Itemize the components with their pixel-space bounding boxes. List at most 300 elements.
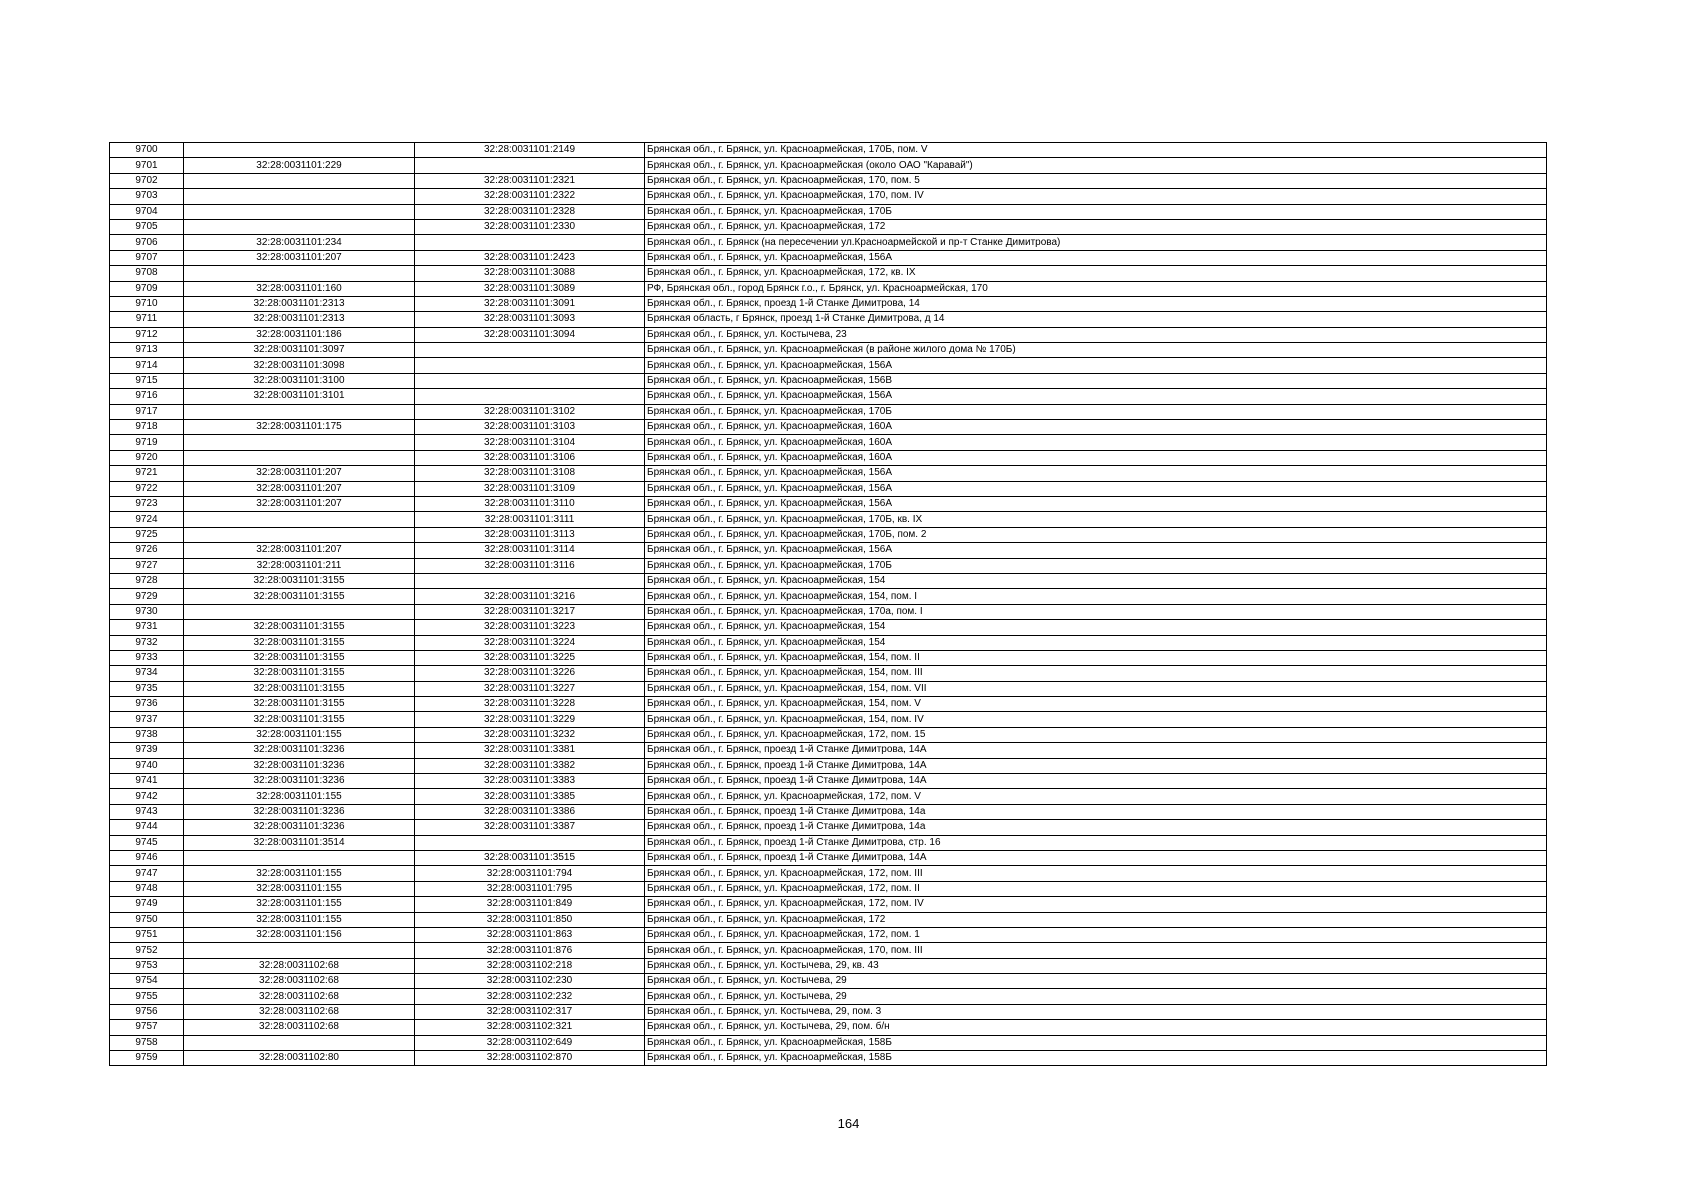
table-row	[110, 589, 1547, 604]
row-number-cell: 9752	[110, 943, 184, 958]
address-cell: Брянская обл., г. Брянск, проезд 1-й Станке Димитрова, 14А	[645, 774, 1547, 789]
row-number-cell: 9723	[110, 496, 184, 511]
object-number-cell: 32:28:0031101:3216	[415, 589, 645, 604]
table-row	[110, 697, 1547, 712]
address-cell: Брянская обл., г. Брянск, ул. Красноармейская, 154, пом. IV	[645, 712, 1547, 727]
object-number-cell	[415, 158, 645, 173]
address-cell: Брянская обл., г. Брянск, проезд 1-й Станке Димитрова, 14а	[645, 804, 1547, 819]
row-number-cell: 9741	[110, 774, 184, 789]
address-cell: Брянская обл., г. Брянск, ул. Красноармейская, 172	[645, 219, 1547, 234]
row-number-cell: 9718	[110, 420, 184, 435]
parcel-number-cell: 32:28:0031101:155	[184, 881, 415, 896]
table-row	[110, 881, 1547, 896]
table-row	[110, 189, 1547, 204]
address-cell: Брянская обл., г. Брянск, ул. Красноармейская, 170Б, кв. IX	[645, 512, 1547, 527]
object-number-cell: 32:28:0031101:3091	[415, 296, 645, 311]
address-cell: Брянская обл., г. Брянск, ул. Красноармейская (около ОАО "Каравай")	[645, 158, 1547, 173]
table-row	[110, 158, 1547, 173]
parcel-number-cell	[184, 512, 415, 527]
object-number-cell: 32:28:0031101:2328	[415, 204, 645, 219]
object-number-cell: 32:28:0031101:3094	[415, 327, 645, 342]
row-number-cell: 9730	[110, 604, 184, 619]
address-cell: Брянская обл., г. Брянск, ул. Красноармейская, 160А	[645, 450, 1547, 465]
row-number-cell: 9740	[110, 758, 184, 773]
address-cell: Брянская обл., г. Брянск, ул. Костычева, 29	[645, 974, 1547, 989]
address-cell: Брянская обл., г. Брянск, проезд 1-й Станке Димитрова, 14А	[645, 758, 1547, 773]
object-number-cell: 32:28:0031101:2149	[415, 143, 645, 158]
table-row	[110, 1004, 1547, 1019]
address-cell: Брянская обл., г. Брянск, ул. Красноармейская, 154	[645, 635, 1547, 650]
address-cell: Брянская область, г Брянск, проезд 1-й Станке Димитрова, д 14	[645, 312, 1547, 327]
object-number-cell	[415, 343, 645, 358]
row-number-cell: 9748	[110, 881, 184, 896]
table-row	[110, 512, 1547, 527]
table-row	[110, 327, 1547, 342]
parcel-number-cell: 32:28:0031101:3514	[184, 835, 415, 850]
parcel-number-cell: 32:28:0031101:3155	[184, 666, 415, 681]
address-cell: Брянская обл., г. Брянск, ул. Красноармейская, 154, пом. V	[645, 697, 1547, 712]
table-row	[110, 743, 1547, 758]
object-number-cell: 32:28:0031101:3113	[415, 527, 645, 542]
table-row	[110, 897, 1547, 912]
table-row	[110, 420, 1547, 435]
object-number-cell: 32:28:0031101:3114	[415, 543, 645, 558]
address-cell: Брянская обл., г. Брянск, ул. Красноармейская, 160А	[645, 420, 1547, 435]
object-number-cell: 32:28:0031102:321	[415, 1020, 645, 1035]
page-number: 164	[837, 1116, 860, 1131]
object-number-cell: 32:28:0031102:649	[415, 1035, 645, 1050]
table-row	[110, 543, 1547, 558]
table-row	[110, 789, 1547, 804]
row-number-cell: 9722	[110, 481, 184, 496]
row-number-cell: 9704	[110, 204, 184, 219]
address-cell: Брянская обл., г. Брянск, ул. Красноармейская, 156В	[645, 373, 1547, 388]
table-row	[110, 758, 1547, 773]
address-cell: Брянская обл., г. Брянск, ул. Костычева, 29	[645, 989, 1547, 1004]
table-row	[110, 943, 1547, 958]
table-row	[110, 712, 1547, 727]
table-row	[110, 389, 1547, 404]
object-number-cell: 32:28:0031102:317	[415, 1004, 645, 1019]
address-cell: Брянская обл., г. Брянск, проезд 1-й Станке Димитрова, 14А	[645, 850, 1547, 865]
address-cell: Брянская обл., г. Брянск, ул. Красноармейская, 156А	[645, 496, 1547, 511]
address-cell: Брянская обл., г. Брянск, ул. Красноармейская, 170Б, пом. V	[645, 143, 1547, 158]
object-number-cell: 32:28:0031101:3382	[415, 758, 645, 773]
object-number-cell: 32:28:0031101:3108	[415, 466, 645, 481]
object-number-cell: 32:28:0031101:794	[415, 866, 645, 881]
row-number-cell: 9711	[110, 312, 184, 327]
parcel-number-cell: 32:28:0031101:3155	[184, 681, 415, 696]
address-cell: Брянская обл., г. Брянск, ул. Красноармейская, 156А	[645, 481, 1547, 496]
parcel-number-cell	[184, 266, 415, 281]
parcel-number-cell: 32:28:0031101:3236	[184, 774, 415, 789]
row-number-cell: 9706	[110, 235, 184, 250]
address-cell: Брянская обл., г. Брянск, ул. Красноармейская, 154, пом. III	[645, 666, 1547, 681]
address-cell: Брянская обл., г. Брянск, ул. Костычева, 29, пом. б/н	[645, 1020, 1547, 1035]
object-number-cell: 32:28:0031102:218	[415, 958, 645, 973]
row-number-cell: 9716	[110, 389, 184, 404]
address-cell: Брянская обл., г. Брянск, ул. Красноармейская, 172, пом. V	[645, 789, 1547, 804]
address-cell: Брянская обл., г. Брянск, ул. Красноармейская, 170Б	[645, 404, 1547, 419]
object-number-cell: 32:28:0031101:876	[415, 943, 645, 958]
table-row	[110, 204, 1547, 219]
object-number-cell: 32:28:0031101:3102	[415, 404, 645, 419]
object-number-cell: 32:28:0031102:230	[415, 974, 645, 989]
parcel-number-cell: 32:28:0031101:211	[184, 558, 415, 573]
address-cell: Брянская обл., г. Брянск, ул. Красноармейская, 170, пом. IV	[645, 189, 1547, 204]
row-number-cell: 9728	[110, 573, 184, 588]
parcel-number-cell: 32:28:0031101:3236	[184, 804, 415, 819]
parcel-number-cell: 32:28:0031102:68	[184, 958, 415, 973]
address-cell: Брянская обл., г. Брянск, ул. Красноармейская, 158Б	[645, 1035, 1547, 1050]
address-cell: Брянская обл., г. Брянск, ул. Красноармейская, 172, кв. IX	[645, 266, 1547, 281]
table-row	[110, 989, 1547, 1004]
table-row	[110, 573, 1547, 588]
address-cell: Брянская обл., г. Брянск, ул. Красноармейская, 170, пом. III	[645, 943, 1547, 958]
row-number-cell: 9754	[110, 974, 184, 989]
parcel-number-cell	[184, 850, 415, 865]
row-number-cell: 9755	[110, 989, 184, 1004]
object-number-cell: 32:28:0031101:3381	[415, 743, 645, 758]
object-number-cell: 32:28:0031101:3089	[415, 281, 645, 296]
parcel-number-cell	[184, 173, 415, 188]
object-number-cell: 32:28:0031101:2321	[415, 173, 645, 188]
address-cell: Брянская обл., г. Брянск, ул. Красноармейская, 156А	[645, 250, 1547, 265]
address-cell: Брянская обл., г. Брянск, проезд 1-й Станке Димитрова, стр. 16	[645, 835, 1547, 850]
table-row	[110, 804, 1547, 819]
parcel-number-cell: 32:28:0031101:3100	[184, 373, 415, 388]
object-number-cell	[415, 373, 645, 388]
parcel-number-cell: 32:28:0031101:186	[184, 327, 415, 342]
table-row	[110, 604, 1547, 619]
address-cell: Брянская обл., г. Брянск, ул. Красноармейская, 154	[645, 620, 1547, 635]
table-row	[110, 219, 1547, 234]
table-row	[110, 496, 1547, 511]
table-row	[110, 666, 1547, 681]
table-row	[110, 266, 1547, 281]
object-number-cell: 32:28:0031101:3104	[415, 435, 645, 450]
parcel-number-cell	[184, 450, 415, 465]
object-number-cell	[415, 235, 645, 250]
parcel-number-cell: 32:28:0031102:68	[184, 1020, 415, 1035]
address-cell: Брянская обл., г. Брянск, ул. Красноармейская, 154, пом. I	[645, 589, 1547, 604]
table-row	[110, 1051, 1547, 1066]
object-number-cell: 32:28:0031101:3224	[415, 635, 645, 650]
address-cell: Брянская обл., г. Брянск, ул. Костычева, 29, пом. 3	[645, 1004, 1547, 1019]
table-row	[110, 681, 1547, 696]
address-cell: Брянская обл., г. Брянск, ул. Красноармейская, 156А	[645, 466, 1547, 481]
row-number-cell: 9749	[110, 897, 184, 912]
row-number-cell: 9756	[110, 1004, 184, 1019]
row-number-cell: 9713	[110, 343, 184, 358]
parcel-number-cell: 32:28:0031101:207	[184, 496, 415, 511]
row-number-cell: 9702	[110, 173, 184, 188]
row-number-cell: 9717	[110, 404, 184, 419]
object-number-cell	[415, 835, 645, 850]
parcel-number-cell: 32:28:0031101:3236	[184, 820, 415, 835]
table-row	[110, 296, 1547, 311]
row-number-cell: 9738	[110, 727, 184, 742]
row-number-cell: 9759	[110, 1051, 184, 1066]
row-number-cell: 9758	[110, 1035, 184, 1050]
row-number-cell: 9708	[110, 266, 184, 281]
parcel-number-cell: 32:28:0031101:3155	[184, 712, 415, 727]
parcel-number-cell: 32:28:0031101:3155	[184, 573, 415, 588]
address-cell: Брянская обл., г. Брянск, ул. Красноармейская, 156А	[645, 543, 1547, 558]
table-row	[110, 358, 1547, 373]
address-cell: РФ, Брянская обл., город Брянск г.о., г. Брянск, ул. Красноармейская, 170	[645, 281, 1547, 296]
row-number-cell: 9746	[110, 850, 184, 865]
address-cell: Брянская обл., г. Брянск, ул. Красноармейская, 172	[645, 912, 1547, 927]
row-number-cell: 9750	[110, 912, 184, 927]
parcel-number-cell	[184, 943, 415, 958]
object-number-cell	[415, 389, 645, 404]
table-row	[110, 558, 1547, 573]
object-number-cell: 32:28:0031101:3116	[415, 558, 645, 573]
row-number-cell: 9736	[110, 697, 184, 712]
address-cell: Брянская обл., г. Брянск, ул. Красноармейская, 170Б	[645, 558, 1547, 573]
row-number-cell: 9710	[110, 296, 184, 311]
address-cell: Брянская обл., г. Брянск, ул. Красноармейская (в районе жилого дома № 170Б)	[645, 343, 1547, 358]
address-cell: Брянская обл., г. Брянск, ул. Красноармейская, 172, пом. 15	[645, 727, 1547, 742]
row-number-cell: 9714	[110, 358, 184, 373]
parcel-number-cell: 32:28:0031101:3155	[184, 650, 415, 665]
address-cell: Брянская обл., г. Брянск, ул. Красноармейская, 170, пом. 5	[645, 173, 1547, 188]
address-cell: Брянская обл., г. Брянск, проезд 1-й Станке Димитрова, 14а	[645, 820, 1547, 835]
object-number-cell: 32:28:0031102:232	[415, 989, 645, 1004]
parcel-number-cell: 32:28:0031101:155	[184, 912, 415, 927]
object-number-cell: 32:28:0031101:2423	[415, 250, 645, 265]
table-row	[110, 835, 1547, 850]
row-number-cell: 9742	[110, 789, 184, 804]
row-number-cell: 9735	[110, 681, 184, 696]
table-row	[110, 850, 1547, 865]
parcel-number-cell: 32:28:0031101:3236	[184, 758, 415, 773]
address-cell: Брянская обл., г. Брянск, ул. Костычева, 29, кв. 43	[645, 958, 1547, 973]
object-number-cell	[415, 358, 645, 373]
parcel-number-cell: 32:28:0031101:3155	[184, 589, 415, 604]
parcel-number-cell	[184, 189, 415, 204]
object-number-cell: 32:28:0031101:3387	[415, 820, 645, 835]
parcel-number-cell: 32:28:0031101:155	[184, 897, 415, 912]
parcel-number-cell: 32:28:0031101:175	[184, 420, 415, 435]
parcel-number-cell: 32:28:0031101:156	[184, 927, 415, 942]
address-cell: Брянская обл., г. Брянск, ул. Красноармейская, 170Б	[645, 204, 1547, 219]
table-row	[110, 1020, 1547, 1035]
parcel-number-cell	[184, 404, 415, 419]
table-row	[110, 820, 1547, 835]
parcel-number-cell: 32:28:0031101:207	[184, 250, 415, 265]
row-number-cell: 9726	[110, 543, 184, 558]
row-number-cell: 9707	[110, 250, 184, 265]
table-row	[110, 373, 1547, 388]
parcel-number-cell: 32:28:0031101:155	[184, 789, 415, 804]
object-number-cell: 32:28:0031101:3223	[415, 620, 645, 635]
table-row	[110, 143, 1547, 158]
address-cell: Брянская обл., г. Брянск, проезд 1-й Станке Димитрова, 14А	[645, 743, 1547, 758]
object-number-cell: 32:28:0031101:850	[415, 912, 645, 927]
table-row	[110, 635, 1547, 650]
table-row	[110, 466, 1547, 481]
object-number-cell: 32:28:0031101:3227	[415, 681, 645, 696]
object-number-cell	[415, 573, 645, 588]
row-number-cell: 9720	[110, 450, 184, 465]
row-number-cell: 9705	[110, 219, 184, 234]
row-number-cell: 9719	[110, 435, 184, 450]
address-cell: Брянская обл., г. Брянск, ул. Красноармейская, 158Б	[645, 1051, 1547, 1066]
parcel-number-cell: 32:28:0031101:2313	[184, 312, 415, 327]
object-number-cell: 32:28:0031101:3106	[415, 450, 645, 465]
parcel-number-cell	[184, 143, 415, 158]
table-row	[110, 727, 1547, 742]
object-number-cell: 32:28:0031101:3385	[415, 789, 645, 804]
object-number-cell: 32:28:0031101:3103	[415, 420, 645, 435]
table-row	[110, 450, 1547, 465]
table-row	[110, 281, 1547, 296]
parcel-number-cell: 32:28:0031101:207	[184, 543, 415, 558]
table-row	[110, 774, 1547, 789]
row-number-cell: 9739	[110, 743, 184, 758]
address-cell: Брянская обл., г. Брянск, ул. Красноармейская, 160А	[645, 435, 1547, 450]
parcel-number-cell: 32:28:0031101:3101	[184, 389, 415, 404]
parcel-number-cell: 32:28:0031101:3155	[184, 620, 415, 635]
object-number-cell: 32:28:0031101:3217	[415, 604, 645, 619]
object-number-cell: 32:28:0031102:870	[415, 1051, 645, 1066]
object-number-cell: 32:28:0031101:3093	[415, 312, 645, 327]
parcel-number-cell: 32:28:0031101:3098	[184, 358, 415, 373]
row-number-cell: 9712	[110, 327, 184, 342]
address-cell: Брянская обл., г. Брянск, ул. Красноармейская, 154, пом. VII	[645, 681, 1547, 696]
object-number-cell: 32:28:0031101:3225	[415, 650, 645, 665]
table-row	[110, 927, 1547, 942]
parcel-number-cell: 32:28:0031101:207	[184, 466, 415, 481]
parcel-number-cell: 32:28:0031102:80	[184, 1051, 415, 1066]
object-number-cell: 32:28:0031101:849	[415, 897, 645, 912]
table-row	[110, 312, 1547, 327]
object-number-cell: 32:28:0031101:3226	[415, 666, 645, 681]
table-row	[110, 527, 1547, 542]
row-number-cell: 9727	[110, 558, 184, 573]
parcel-number-cell: 32:28:0031101:207	[184, 481, 415, 496]
address-cell: Брянская обл., г. Брянск, ул. Красноармейская, 170а, пом. I	[645, 604, 1547, 619]
parcel-number-cell: 32:28:0031101:2313	[184, 296, 415, 311]
parcel-number-cell: 32:28:0031102:68	[184, 1004, 415, 1019]
address-cell: Брянская обл., г. Брянск, ул. Красноармейская, 172, пом. IV	[645, 897, 1547, 912]
table-row	[110, 235, 1547, 250]
address-cell: Брянская обл., г. Брянск, ул. Костычева, 23	[645, 327, 1547, 342]
row-number-cell: 9751	[110, 927, 184, 942]
row-number-cell: 9724	[110, 512, 184, 527]
address-cell: Брянская обл., г. Брянск, ул. Красноармейская, 156А	[645, 389, 1547, 404]
row-number-cell: 9709	[110, 281, 184, 296]
row-number-cell: 9701	[110, 158, 184, 173]
parcel-number-cell: 32:28:0031102:68	[184, 989, 415, 1004]
table-body	[110, 143, 1547, 1066]
parcel-number-cell: 32:28:0031101:3155	[184, 697, 415, 712]
parcel-number-cell	[184, 1035, 415, 1050]
object-number-cell: 32:28:0031101:863	[415, 927, 645, 942]
row-number-cell: 9757	[110, 1020, 184, 1035]
parcel-number-cell: 32:28:0031101:3097	[184, 343, 415, 358]
row-number-cell: 9753	[110, 958, 184, 973]
row-number-cell: 9744	[110, 820, 184, 835]
object-number-cell: 32:28:0031101:3229	[415, 712, 645, 727]
parcel-number-cell: 32:28:0031102:68	[184, 974, 415, 989]
object-number-cell: 32:28:0031101:3386	[415, 804, 645, 819]
row-number-cell: 9731	[110, 620, 184, 635]
object-number-cell: 32:28:0031101:3110	[415, 496, 645, 511]
parcel-number-cell: 32:28:0031101:229	[184, 158, 415, 173]
parcel-number-cell: 32:28:0031101:234	[184, 235, 415, 250]
parcel-number-cell	[184, 604, 415, 619]
object-number-cell: 32:28:0031101:3515	[415, 850, 645, 865]
table-row	[110, 343, 1547, 358]
address-cell: Брянская обл., г. Брянск, ул. Красноармейская, 156А	[645, 358, 1547, 373]
row-number-cell: 9732	[110, 635, 184, 650]
table-row	[110, 250, 1547, 265]
object-number-cell: 32:28:0031101:3088	[415, 266, 645, 281]
table-row	[110, 173, 1547, 188]
row-number-cell: 9745	[110, 835, 184, 850]
row-number-cell: 9715	[110, 373, 184, 388]
parcel-number-cell: 32:28:0031101:3155	[184, 635, 415, 650]
object-number-cell: 32:28:0031101:3228	[415, 697, 645, 712]
address-cell: Брянская обл., г. Брянск, проезд 1-й Станке Димитрова, 14	[645, 296, 1547, 311]
row-number-cell: 9700	[110, 143, 184, 158]
row-number-cell: 9747	[110, 866, 184, 881]
parcel-number-cell: 32:28:0031101:155	[184, 727, 415, 742]
table-row	[110, 866, 1547, 881]
address-cell: Брянская обл., г. Брянск, ул. Красноармейская, 154, пом. II	[645, 650, 1547, 665]
address-cell: Брянская обл., г. Брянск (на пересечении ул.Красноармейской и пр-т Станке Димитрова)	[645, 235, 1547, 250]
object-number-cell: 32:28:0031101:795	[415, 881, 645, 896]
row-number-cell: 9703	[110, 189, 184, 204]
object-number-cell: 32:28:0031101:2322	[415, 189, 645, 204]
records-table	[109, 142, 1547, 1066]
row-number-cell: 9734	[110, 666, 184, 681]
parcel-number-cell	[184, 204, 415, 219]
parcel-number-cell: 32:28:0031101:155	[184, 866, 415, 881]
table-row	[110, 404, 1547, 419]
address-cell: Брянская обл., г. Брянск, ул. Красноармейская, 154	[645, 573, 1547, 588]
table-row	[110, 1035, 1547, 1050]
table-row	[110, 435, 1547, 450]
row-number-cell: 9737	[110, 712, 184, 727]
object-number-cell: 32:28:0031101:3383	[415, 774, 645, 789]
address-cell: Брянская обл., г. Брянск, ул. Красноармейская, 170Б, пом. 2	[645, 527, 1547, 542]
row-number-cell: 9743	[110, 804, 184, 819]
object-number-cell: 32:28:0031101:3109	[415, 481, 645, 496]
address-cell: Брянская обл., г. Брянск, ул. Красноармейская, 172, пом. 1	[645, 927, 1547, 942]
parcel-number-cell	[184, 219, 415, 234]
parcel-number-cell	[184, 435, 415, 450]
table-row	[110, 912, 1547, 927]
table-row	[110, 974, 1547, 989]
table-row	[110, 620, 1547, 635]
object-number-cell: 32:28:0031101:2330	[415, 219, 645, 234]
row-number-cell: 9721	[110, 466, 184, 481]
table-row	[110, 958, 1547, 973]
parcel-number-cell: 32:28:0031101:160	[184, 281, 415, 296]
table-row	[110, 650, 1547, 665]
parcel-number-cell: 32:28:0031101:3236	[184, 743, 415, 758]
row-number-cell: 9729	[110, 589, 184, 604]
parcel-number-cell	[184, 527, 415, 542]
row-number-cell: 9733	[110, 650, 184, 665]
row-number-cell: 9725	[110, 527, 184, 542]
address-cell: Брянская обл., г. Брянск, ул. Красноармейская, 172, пом. III	[645, 866, 1547, 881]
table-row	[110, 481, 1547, 496]
